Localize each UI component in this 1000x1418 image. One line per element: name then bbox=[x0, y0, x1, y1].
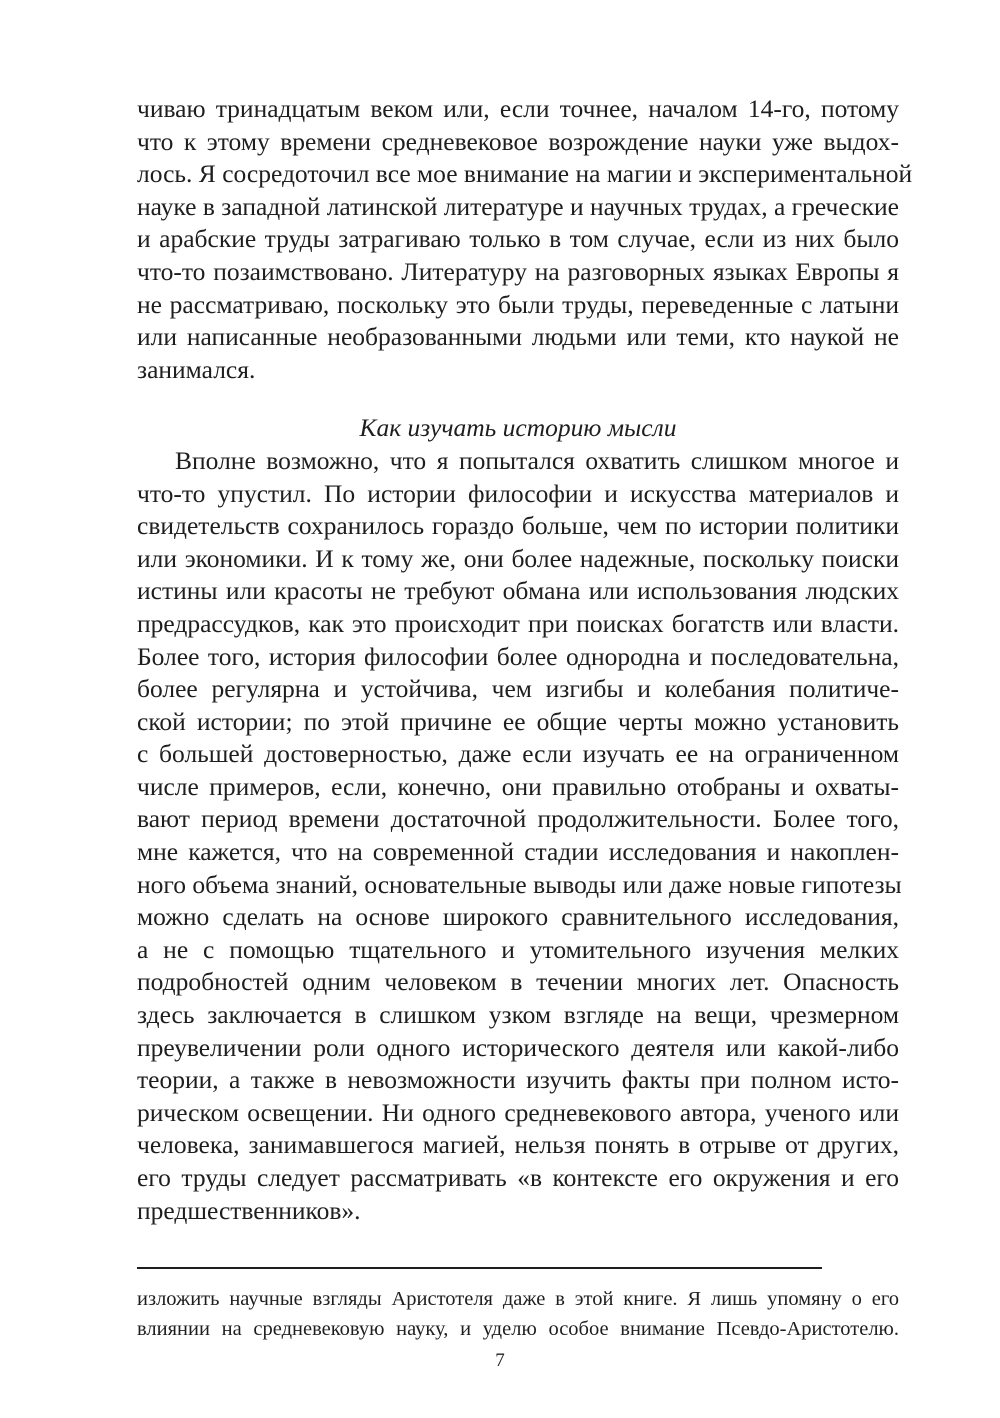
text-line: и арабские труды затрагиваю только в том случае, если из них было bbox=[137, 224, 899, 254]
text-line: ской истории; по этой причине ее общие черты можно установить bbox=[137, 706, 899, 736]
text-line: лось. Я сосредоточил все мое внимание на магии и экспериментальной bbox=[137, 159, 913, 189]
text-line: истины или красоты не требуют обмана или использования людских bbox=[137, 576, 899, 606]
text-line: числе примеров, если, конечно, они правильно отобраны и охваты- bbox=[137, 771, 899, 801]
text-line: рическом освещении. Ни одного средневекового автора, ученого или bbox=[137, 1097, 899, 1127]
text-line: преувеличении роли одного исторического деятеля или какой-либо bbox=[137, 1032, 899, 1062]
text-line: теории, а также в невозможности изучить факты при полном исто- bbox=[137, 1065, 899, 1095]
text-line: или написанные необразованными людьми или теми, кто наукой не bbox=[137, 322, 899, 352]
text-line: здесь заключается в слишком узком взгляде на вещи, чрезмерном bbox=[137, 1000, 899, 1030]
text-line: науке в западной латинской литературе и научных трудах, а греческие bbox=[137, 191, 899, 221]
text-line: предрассудков, как это происходит при поисках богатств или власти. bbox=[137, 608, 899, 638]
text-line: подробностей одним человеком в течении многих лет. Опасность bbox=[137, 967, 899, 997]
text-line: с большей достоверностью, даже если изучать ее на ограниченном bbox=[137, 739, 899, 769]
section-heading: Как изучать историю мысли bbox=[359, 413, 677, 443]
text-line: можно сделать на основе широкого сравнительного исследования, bbox=[137, 902, 899, 932]
text-line: что к этому времени средневековое возрождение науки уже выдох- bbox=[137, 126, 899, 156]
paragraph-intro bbox=[137, 93, 913, 386]
page-body bbox=[137, 93, 913, 1227]
text-line: вают период времени достаточной продолжительности. Более того, bbox=[137, 804, 899, 834]
footnote-divider bbox=[137, 1267, 822, 1269]
page-number: 7 bbox=[495, 1350, 505, 1371]
text-line: а не с помощью тщательного и утомительного изучения мелких bbox=[137, 934, 899, 964]
text-line: занимался. bbox=[137, 354, 256, 384]
text-line: что-то позаимствовано. Литературу на разговорных языках Европы я bbox=[137, 256, 899, 286]
text-line: свидетельств сохранилось гораздо больше, чем по истории политики bbox=[137, 511, 899, 541]
footnote-line: влиянии на средневековую науку, и уделю особое внимание Псевдо-Аристотелю. bbox=[137, 1318, 899, 1340]
text-line: не рассматриваю, поскольку это были труды, переведенные с латыни bbox=[137, 289, 899, 319]
paragraph-history-of-thought bbox=[137, 445, 902, 1227]
text-line: Более того, история философии более однородна и последовательна, bbox=[137, 641, 899, 671]
text-line: человека, занимавшегося магией, нельзя понять в отрыве от других, bbox=[137, 1130, 899, 1160]
text-line: чиваю тринадцатым веком или, если точнее, началом 14-го, потому bbox=[137, 94, 899, 123]
footnote-line: изложить научные взгляды Аристотеля даже в этой книге. Я лишь упомяну о его bbox=[137, 1288, 899, 1310]
footnote bbox=[137, 1284, 899, 1344]
text-line: мне кажется, что на современной стадии исследования и накоплен- bbox=[137, 837, 899, 867]
text-line: его труды следует рассматривать «в контексте его окружения и его bbox=[137, 1163, 899, 1192]
text-line: предшественников». bbox=[137, 1195, 361, 1225]
text-line: или экономики. И к тому же, они более надежные, поскольку поиски bbox=[137, 543, 899, 573]
text-line: Вполне возможно, что я попытался охватить слишком многое и bbox=[175, 445, 899, 475]
text-line: более регулярна и устойчива, чем изгибы и колебания политиче- bbox=[137, 674, 899, 704]
text-line: что-то упустил. По истории философии и искусства материалов и bbox=[137, 478, 899, 508]
text-line: ного объема знаний, основательные выводы или даже новые гипотезы bbox=[137, 869, 902, 899]
